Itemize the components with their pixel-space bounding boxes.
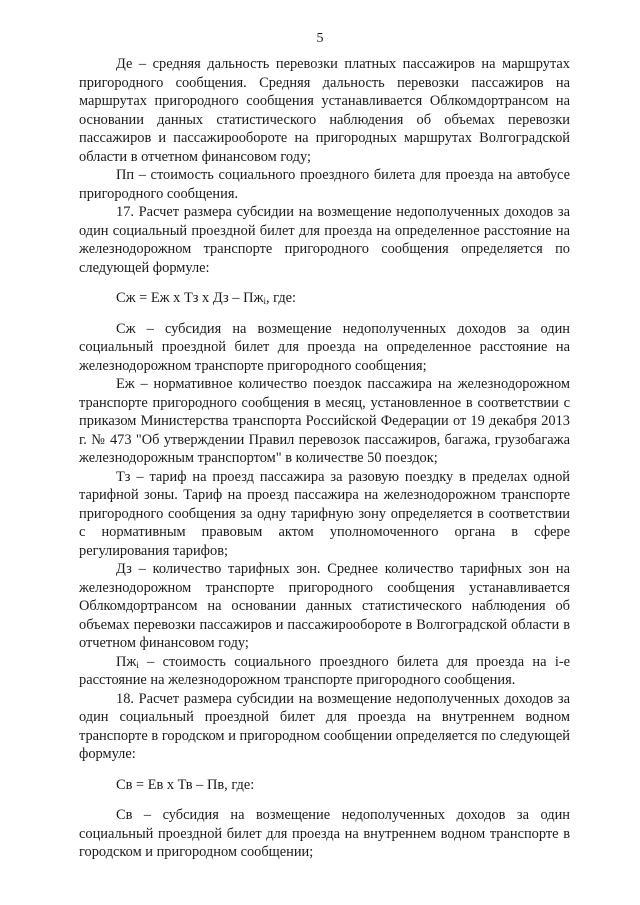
pzh-symbol: Пж: [116, 653, 137, 670]
formula-rail-main: Сж = Еж x Тз x Дз – Пж: [116, 290, 264, 306]
paragraph-pzh-definition: [79, 653, 570, 690]
formula-rail-tail: , где:: [265, 290, 297, 306]
formula-rail-subscript: i: [263, 296, 266, 306]
paragraph-de-definition: Де – средняя дальность перевозки платных пассажиров на маршрутах пригородного сообщения. Средняя дальность перевозки пассажиров на маршрутах пригородного сообщения устанавливается Облкомдортрансом на основании данных статистического наблюдения об объемах перевозки пассажиров и пассажирообороте на пригородных маршрутах Волгоградской области в отчетном финансовом году;: [79, 56, 570, 165]
paragraph-section-17: 17. Расчет размера субсидии на возмещение недополученных доходов за один социальный проездной билет для проезда на определенное расстояние на железнодорожном транспорте пригородного сообщения определяется по следующей формуле:: [79, 204, 570, 276]
pzh-subscript: i: [136, 659, 139, 670]
paragraph-dz-definition: Дз – количество тарифных зон. Среднее количество тарифных зон на железнодорожном транспорте пригородного сообщения устанавливается Облкомдортрансом на основании данных статистического наблюдения об объемах перевозки пассажиров и пассажирообороте в Волгоградской области в отчетном финансовом году;: [79, 561, 570, 651]
paragraph-tz-definition: Тз – тариф на проезд пассажира за разовую поездку в пределах одной тарифной зоны. Тариф на проезд пассажира на железнодорожном транспорте пригородного сообщения за одну тарифную зону определяется в соответствии с нормативным правовым актом уполномоченного органа в сфере регулирования тарифов;: [79, 468, 570, 559]
formula-rail-subsidy: [79, 289, 570, 308]
paragraph-szh-definition: Сж – субсидия на возмещение недополученных доходов за один социальный проездной билет для проезда на определенное расстояние на железнодорожном транспорте пригородного сообщения;: [79, 320, 570, 374]
document-body: [79, 55, 570, 862]
pzh-text: – стоимость социального проездного билета для проезда на i-е расстояние на железнодорожном транспорте пригородного сообщения.: [79, 653, 570, 688]
paragraph-ezh-definition: Еж – нормативное количество поездок пассажира на железнодорожном транспорте пригородного сообщения в месяц, установленное в соответствии с приказом Министерства транспорта Российской Федерации от 19 декабря 2013 г. № 473 "Об утверждении Правил перевозок пассажиров, багажа, грузобагажа железнодорожным транспортом" в количестве 50 поездок;: [79, 376, 570, 466]
page-number: 5: [316, 31, 324, 46]
formula-water-subsidy: Св = Ев x Тв – Пв, где:: [116, 776, 255, 793]
paragraph-sv-definition: Св – субсидия на возмещение недополученных доходов за один социальный проездной билет для проезда на внутреннем водном транспорте в городском и пригородном сообщении;: [79, 807, 570, 860]
paragraph-section-18: 18. Расчет размера субсидии на возмещение недополученных доходов за один социальный проездной билет для проезда на внутреннем водном транспорте в городском и пригородном сообщении определяется по следующей формуле:: [79, 690, 570, 762]
paragraph-pp-definition: Пп – стоимость социального проездного билета для проезда на автобусе пригородного сообщения.: [79, 167, 570, 202]
